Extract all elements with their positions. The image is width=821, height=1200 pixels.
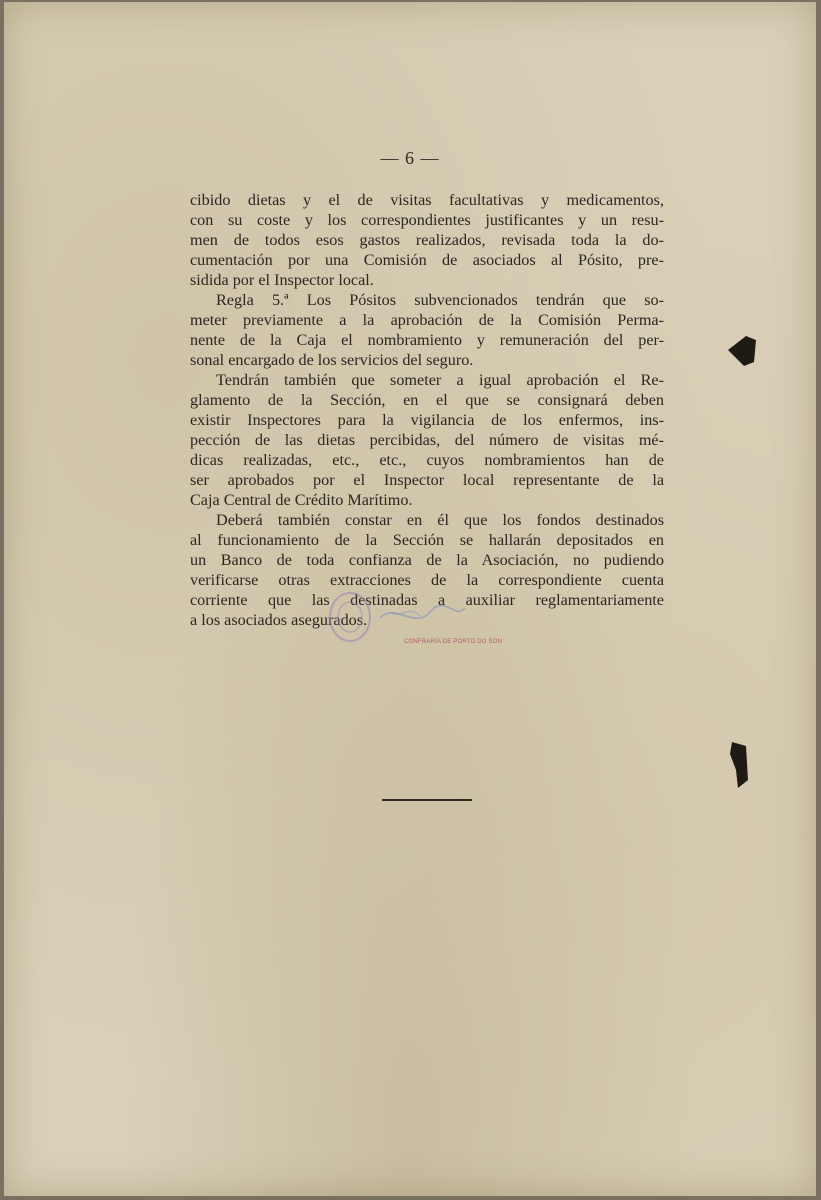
text-line: men de todos esos gastos realizados, revisada toda la do- xyxy=(190,231,664,249)
body-text xyxy=(190,190,664,630)
text-line: Tendrán también que someter a igual aprobación el Re- xyxy=(216,371,664,389)
text-line: pección de las dietas percibidas, del número de visitas mé- xyxy=(190,431,664,449)
text-line: un Banco de toda confianza de la Asociación, no pudiendo xyxy=(190,551,664,569)
text-line: a los asociados asegurados. xyxy=(190,611,368,629)
text-line: Deberá también constar en él que los fondos destinados xyxy=(216,511,664,529)
text-line: meter previamente a la aprobación de la Comisión Perma- xyxy=(190,311,664,329)
text-line: con su coste y los correspondientes justificantes y un resu- xyxy=(190,211,664,229)
text-line: glamento de la Sección, en el que se consignará deben xyxy=(190,391,664,409)
text-line: dicas realizadas, etc., etc., cuyos nombramientos han de xyxy=(190,451,664,469)
text-line: Regla 5.ª Los Pósitos subvencionados tendrán que so- xyxy=(216,291,664,309)
document-page xyxy=(4,2,816,1196)
text-line: existir Inspectores para la vigilancia de los enfermos, ins- xyxy=(190,411,664,429)
text-line: al funcionamiento de la Sección se hallarán depositados en xyxy=(190,531,664,549)
text-line: sonal encargado de los servicios del seguro. xyxy=(190,351,474,369)
text-line: cumentación por una Comisión de asociados al Pósito, pre- xyxy=(190,251,664,269)
text-line: sidida por el Inspector local. xyxy=(190,271,374,289)
text-line: cibido dietas y el de visitas facultativas y medicamentos, xyxy=(190,191,664,209)
torn-edge-icon xyxy=(724,332,758,368)
text-line: Caja Central de Crédito Marítimo. xyxy=(190,491,413,509)
stamp-caption: CONFRARÍA DE PORTO DO SON xyxy=(404,639,503,645)
text-line: verificarse otras extracciones de la correspondiente cuenta xyxy=(190,571,664,589)
archive-stamp-icon xyxy=(320,590,470,644)
page-number: — 6 — xyxy=(380,148,440,168)
text-line: corriente que las destinadas a auxiliar reglamentariamente xyxy=(190,591,664,609)
text-line: nente de la Caja el nombramiento y remuneración del per- xyxy=(190,331,664,349)
section-divider xyxy=(382,799,472,801)
torn-edge-icon xyxy=(726,740,750,792)
text-line: ser aprobados por el Inspector local representante de la xyxy=(190,471,664,489)
